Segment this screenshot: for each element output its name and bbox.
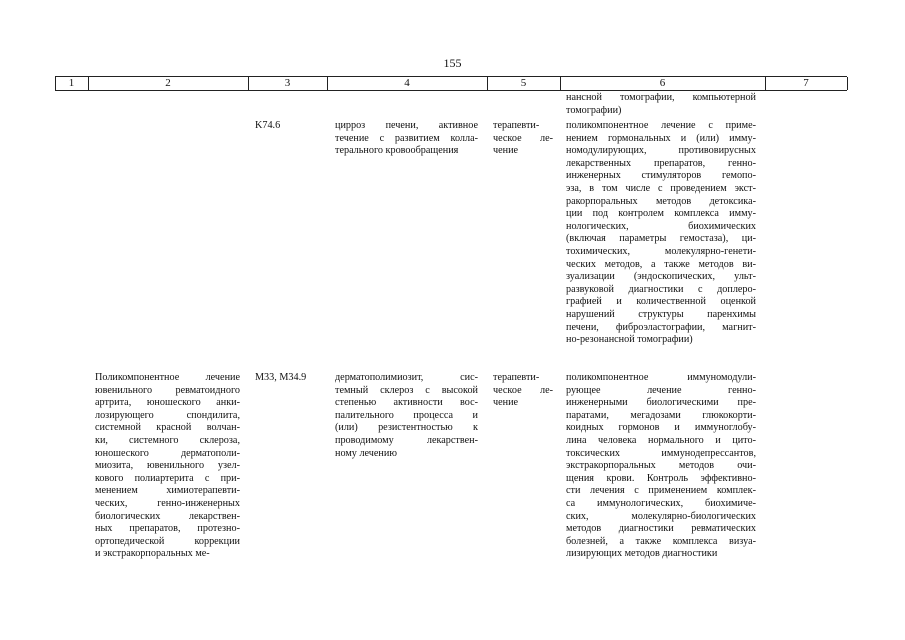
text-line: цирроз печени, активное (335, 120, 478, 131)
text-line: лизирующих методов диагностики (566, 548, 718, 560)
column-separator (847, 77, 848, 90)
column-header-5: 5 (520, 77, 527, 89)
text-line: системной красной волчан- (95, 422, 240, 434)
row1-diagnosis (335, 120, 478, 158)
row2-diagnosis (335, 372, 478, 460)
row2-code: M33, M34.9 (255, 372, 307, 383)
text-line: поликомпонентное иммуномодули- (566, 372, 756, 383)
text-line: инженерных стимуляторов гемопо- (566, 170, 756, 182)
text-line: токсических иммунодепрессантов, (566, 447, 756, 459)
text-line: терапевти- (493, 372, 540, 383)
text-line: эза, в том числе с проведением экст- (566, 182, 756, 194)
text-line: ортопедической коррекции (95, 535, 240, 547)
text-line: ческих, генно-инженерных (95, 497, 240, 509)
text-line: развуковой диагностики с доплеро- (566, 283, 756, 295)
text-line: палительного процесса и (335, 409, 478, 421)
text-line: номодулирующих, противовирусных (566, 145, 756, 157)
column-header-2: 2 (165, 77, 171, 89)
text-line: и экстракорпоральных ме- (95, 548, 210, 560)
text-line: ских, молекулярно-биологических (566, 510, 756, 522)
text-line: ческих методов, а также методов ви- (566, 258, 756, 270)
text-line: лина человека нормального и цито- (566, 434, 756, 446)
text-line: инженерными биологическими пре- (566, 397, 756, 409)
row2-treatment-name (95, 372, 240, 561)
column-header-1: 1 (68, 77, 75, 89)
text-line: ракорпоральных методов детоксика- (566, 195, 756, 207)
text-line: юношеского дерматополи- (95, 447, 240, 459)
text-line: ки, системного склероза, (95, 434, 240, 446)
text-line: нением гормональных и (или) имму- (566, 132, 756, 144)
table-header-bottom-rule (55, 90, 847, 91)
text-line: ных препаратов, протезно- (95, 523, 240, 535)
text-line: нарушений структуры паренхимы (566, 308, 756, 320)
text-line: (или) резистентностью к (335, 422, 478, 434)
text-line: миозита, ювенильного узел- (95, 460, 240, 472)
text-line: проводимому лекарствен- (335, 434, 478, 446)
column-header-6: 6 (659, 77, 666, 89)
text-line: томографии) (566, 104, 622, 116)
text-line: кового полиартерита с при- (95, 472, 240, 484)
text-line: менением химиотерапевти- (95, 485, 240, 497)
text-line: (включая параметры гемостаза), ци- (566, 233, 756, 245)
column-header-7: 7 (803, 77, 809, 89)
text-line: биологических лекарствен- (95, 510, 240, 522)
column-header-4: 4 (404, 77, 410, 89)
row1-code: K74.6 (255, 120, 281, 131)
text-line: лозирующего спондилита, (95, 409, 240, 421)
text-line: тохимических, молекулярно-генети- (566, 245, 756, 257)
text-line: экстракорпоральных методов очи- (566, 460, 756, 472)
text-line: поликомпонентное лечение с приме- (566, 120, 756, 131)
text-line: сти лечения с применением комплек- (566, 485, 756, 497)
text-line: коидных гормонов и иммуноглобу- (566, 422, 756, 434)
row1-treatment-method (566, 120, 756, 347)
text-line: ювенильного ревматоидного (95, 384, 240, 396)
text-line: лекарственных препаратов, генно- (566, 157, 756, 169)
text-line: паратами, мегадозами глюкокорти- (566, 409, 756, 421)
text-line: зуализации (эндоскопических, ульт- (566, 271, 756, 283)
column-header-3: 3 (284, 77, 291, 89)
text-line: дерматополимиозит, сис- (335, 372, 478, 383)
text-line: терального кровообращения (335, 145, 459, 157)
text-line: ному лечению (335, 447, 397, 459)
page-number: 155 (443, 56, 462, 70)
text-line: нансной томографии, компьютерной (566, 92, 756, 103)
text-line: чение (493, 397, 519, 409)
row2-treatment-type (493, 372, 553, 410)
text-line: терапевти- (493, 120, 540, 131)
text-line: графией и количественной оценкой (566, 296, 756, 308)
text-line: методов диагностики ревматических (566, 523, 756, 535)
text-line: темный склероз с высокой (335, 384, 478, 396)
continuation-method-text (566, 92, 756, 117)
text-line: степенью активности вос- (335, 397, 478, 409)
text-line: Поликомпонентное лечение (95, 372, 240, 383)
text-line: ческое ле- (493, 384, 553, 396)
text-line: са иммунологических, биохимиче- (566, 497, 756, 509)
text-line: нологических, биохимических (566, 220, 756, 232)
row2-treatment-method (566, 372, 756, 561)
text-line: рующее лечение генно- (566, 384, 756, 396)
text-line: но-резонансной томографии) (566, 334, 693, 346)
text-line: течение с развитием колла- (335, 132, 478, 144)
text-line: щения крови. Контроль эффективно- (566, 472, 756, 484)
row1-treatment-type (493, 120, 553, 158)
text-line: болезней, а также комплекса визуа- (566, 535, 756, 547)
text-line: ции под контролем комплекса имму- (566, 208, 756, 220)
text-line: чение (493, 145, 519, 157)
text-line: артрита, юношеского анки- (95, 397, 240, 409)
text-line: печени, фиброэластографии, магнит- (566, 321, 756, 333)
text-line: ческое ле- (493, 132, 553, 144)
